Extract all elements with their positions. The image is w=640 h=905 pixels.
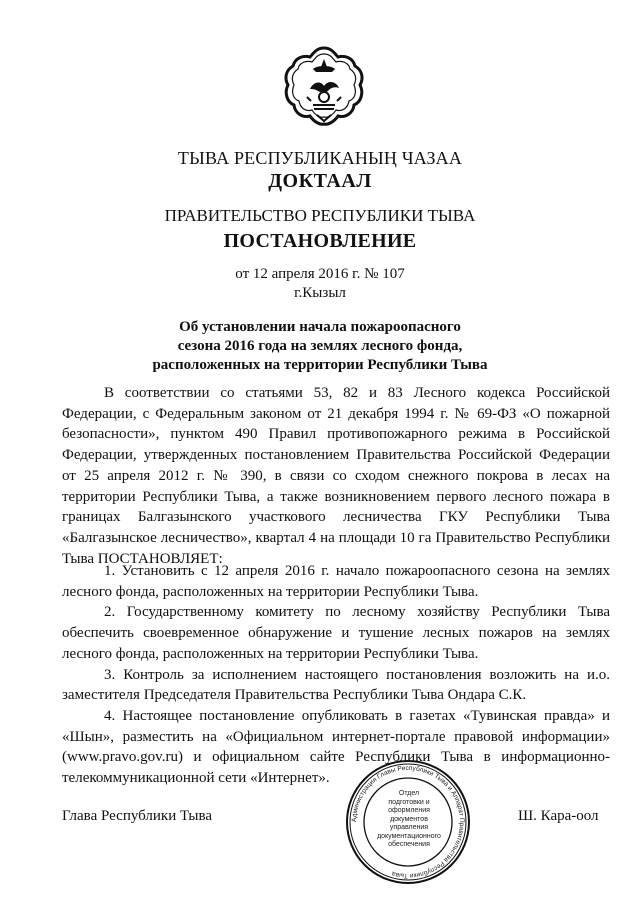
title-line-3: расположенных на территории Республики Тыва xyxy=(152,357,488,373)
stamp-line-5: документационного xyxy=(377,832,441,840)
signature-name: Ш. Кара-оол xyxy=(518,808,599,824)
document-city: г.Кызыл xyxy=(294,285,346,301)
preamble-paragraph: В соответствии со статьями 53, 82 и 83 Лесного кодекса Российской Федерации, с Федеральным законом от 21 декабря 1994 г. № 69-ФЗ «О пожарной безопасности», пунктом 490 Правил противопожарного режима в Российской Федерации, утвержденных постановлением Правительства Российской Федерации от 25 апреля 2012 г. № 390, в связи со сходом снежного покрова в лесах на территории Республики Тыва, а также возникновением первого лесного пожара в границах Балгазынского участкового лесничества ГКУ Республики Тыва «Балгазынское лесничество», квартал 4 на площади 10 га Правительство Республики Тыва ПОСТАНОВЛЯЕТ: xyxy=(62,385,610,567)
stamp-line-3: оформления документов xyxy=(388,807,430,823)
resolution-item-2: 2. Государственному комитету по лесному хозяйству Республики Тыва обеспечить своевременное обнаружение и тушение лесных пожаров на землях лесного фонда, расположенных на территории Республики Тыва. xyxy=(62,604,610,662)
header-government: ПРАВИТЕЛЬСТВО РЕСПУБЛИКИ ТЫВА xyxy=(164,206,476,225)
stamp-inner-text xyxy=(376,790,442,850)
title-line-2: сезона 2016 года на землях лесного фонда, xyxy=(177,338,463,354)
stamp-line-1: Отдел xyxy=(398,790,420,797)
header-postanovlenie: ПОСТАНОВЛЕНИЕ xyxy=(223,230,417,252)
title-line-1: Об установлении начала пожароопасного xyxy=(179,319,461,335)
signature-position: Глава Республики Тыва xyxy=(62,808,213,824)
resolution-items xyxy=(62,561,610,789)
header-tyva-line: ТЫВА РЕСПУБЛИКАНЫҢ ЧАЗАА xyxy=(177,148,463,168)
stamp-line-2: подготовки и xyxy=(388,798,430,806)
stamp-line-6: обеспечения xyxy=(388,841,430,848)
stamp-line-4: управления xyxy=(389,824,429,831)
resolution-item-4: 4. Настоящее постановление опубликовать в газетах «Тувинская правда» и «Шын», разместить на «Официальном интернет-портале правовой информации» (www.pravo.gov.ru) и официальном сайте Республики Тыва в информационно-телекоммуникационной сети «Интернет». xyxy=(62,707,610,787)
resolution-item-3: 3. Контроль за исполнением настоящего постановления возложить на и.о. заместителя Председателя Правительства Республики Тыва Ондара С.К. xyxy=(62,666,610,704)
coat-of-arms-emblem xyxy=(283,45,365,135)
header-doktaal: ДОКТААЛ xyxy=(268,170,372,192)
resolution-item-1: 1. Установить с 12 апреля 2016 г. начало пожароопасного сезона на землях лесного фонда, расположенных на территории Республики Тыва. xyxy=(62,563,610,600)
stamp-ring-text: Администрация Главы Республики Тыва и Аппарат Правительства Республики Тыва xyxy=(350,764,466,880)
document-date-number: от 12 апреля 2016 г. № 107 xyxy=(235,266,405,282)
document-title xyxy=(100,318,540,375)
